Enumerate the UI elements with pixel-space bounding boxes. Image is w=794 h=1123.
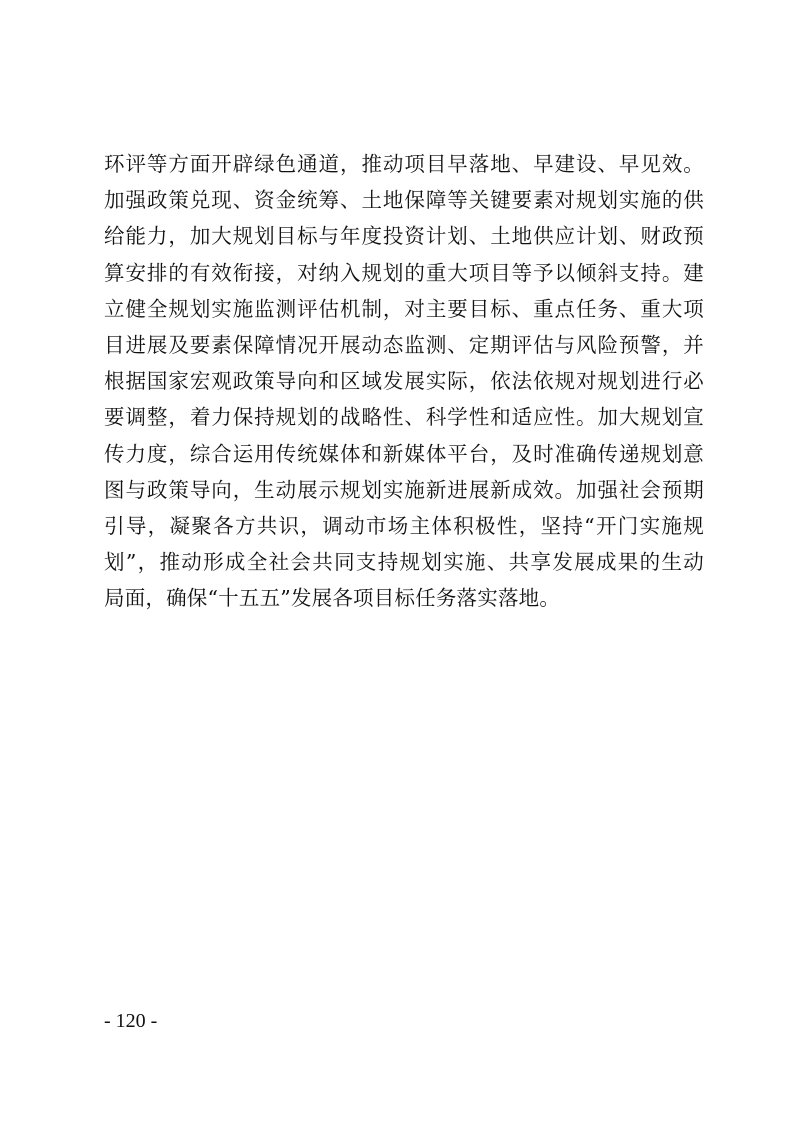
- paragraph-line-1: 环评等方面开辟绿色通道，推动项目早落地、早建设、早见效。: [104, 152, 704, 176]
- paragraph-line-2: 加强政策兑现、资金统筹、土地保障等关键要素对规划实施的供: [104, 188, 704, 213]
- paragraph-line-12: 划”，推动形成全社会共同支持规划实施、共享发展成果的生动: [104, 550, 704, 575]
- body-paragraph: [104, 146, 704, 616]
- paragraph-line-13: 局面，确保“十五五”发展各项目标任务落实落地。: [104, 586, 561, 611]
- paragraph-line-9: 传力度，综合运用传统媒体和新媒体平台，及时准确传递规划意: [104, 441, 704, 466]
- paragraph-line-8: 要调整，着力保持规划的战略性、科学性和适应性。加大规划宣: [104, 405, 704, 430]
- paragraph-line-3: 给能力，加大规划目标与年度投资计划、土地供应计划、财政预: [104, 224, 704, 249]
- paragraph-line-6: 目进展及要素保障情况开展动态监测、定期评估与风险预警，并: [104, 332, 704, 357]
- paragraph-line-11: 引导，凝聚各方共识，调动市场主体积极性，坚持“开门实施规: [104, 513, 704, 538]
- paragraph-line-4: 算安排的有效衔接，对纳入规划的重大项目等予以倾斜支持。建: [104, 260, 704, 285]
- page-number: - 120 -: [104, 1010, 158, 1032]
- paragraph-line-5: 立健全规划实施监测评估机制，对主要目标、重点任务、重大项: [104, 296, 704, 321]
- paragraph-line-7: 根据国家宏观政策导向和区域发展实际，依法依规对规划进行必: [104, 369, 704, 394]
- paragraph-line-10: 图与政策导向，生动展示规划实施新进展新成效。加强社会预期: [104, 477, 704, 502]
